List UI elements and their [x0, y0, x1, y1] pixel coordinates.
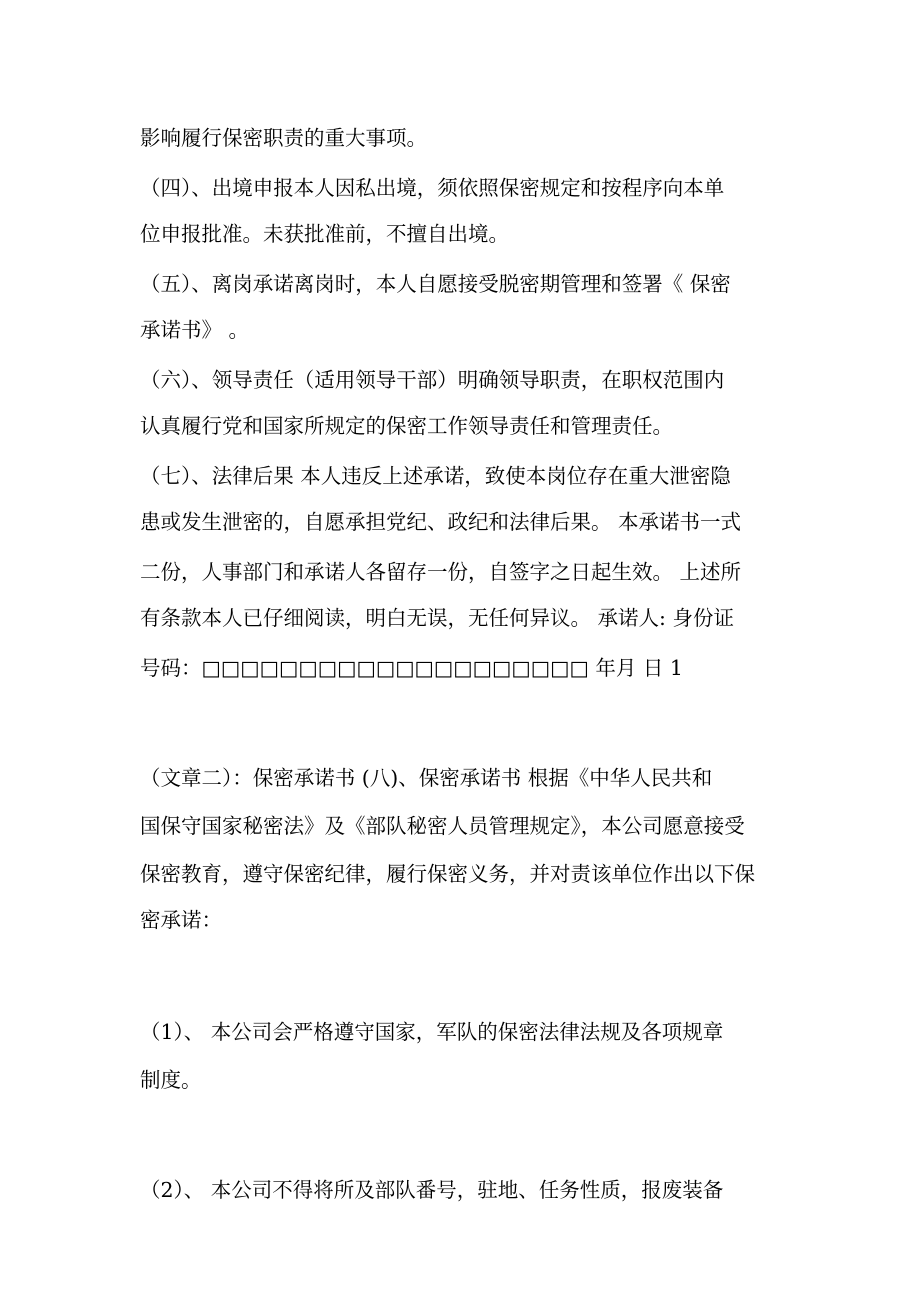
text-line: （六）、领导责任（适用领导干部）明确领导职责，在职权范围内 — [140, 368, 725, 392]
text-line: 认真履行党和国家所规定的保密工作领导责任和管理责任。 — [140, 414, 673, 438]
text-line: （五）、离岗承诺离岗时，本人自愿接受脱密期管理和签署《 保密 — [140, 272, 731, 296]
text-line: （四）、出境申报本人因私出境，须依照保密规定和按程序向本单 — [140, 176, 725, 200]
text-line: （文章二）：保密承诺书 (八)、保密承诺书 根据《中华人民共和 — [140, 766, 713, 790]
text-line: 号码：□□□□□□□□□□□□□□□□□□□□ 年月 日 1 — [140, 656, 683, 680]
text-line: （七）、法律后果 本人违反上述承诺，致使本岗位存在重大泄密隐 — [140, 464, 731, 488]
text-line: 有条款本人已仔细阅读，明白无误，无任何异议。 承诺人: 身份证 — [140, 606, 734, 630]
text-line: 制度。 — [140, 1068, 202, 1092]
text-line: 承诺书》 。 — [140, 318, 250, 342]
text-line: 二份，人事部门和承诺人各留存一份，自签字之日起生效。 上述所 — [140, 560, 742, 584]
text-line: （2）、 本公司不得将所及部队番号，驻地、任务性质，报废装备 — [140, 1178, 724, 1202]
text-line: 保密教育，遵守保密纪律，履行保密义务，并对责该单位作出以下保 — [140, 862, 755, 886]
text-line: 影响履行保密职责的重大事项。 — [140, 126, 427, 150]
text-line: 位申报批准。未获批准前，不擅自出境。 — [140, 222, 509, 246]
text-line: 国保守国家秘密法》及《部队秘密人员管理规定》，本公司愿意接受 — [140, 814, 745, 838]
text-line: （1）、 本公司会严格遵守国家，军队的保密法律法规及各项规章 — [140, 1020, 724, 1044]
text-line: 患或发生泄密的，自愿承担党纪、政纪和法律后果。 本承诺书一式 — [140, 510, 742, 534]
text-line: 密承诺： — [140, 908, 222, 932]
